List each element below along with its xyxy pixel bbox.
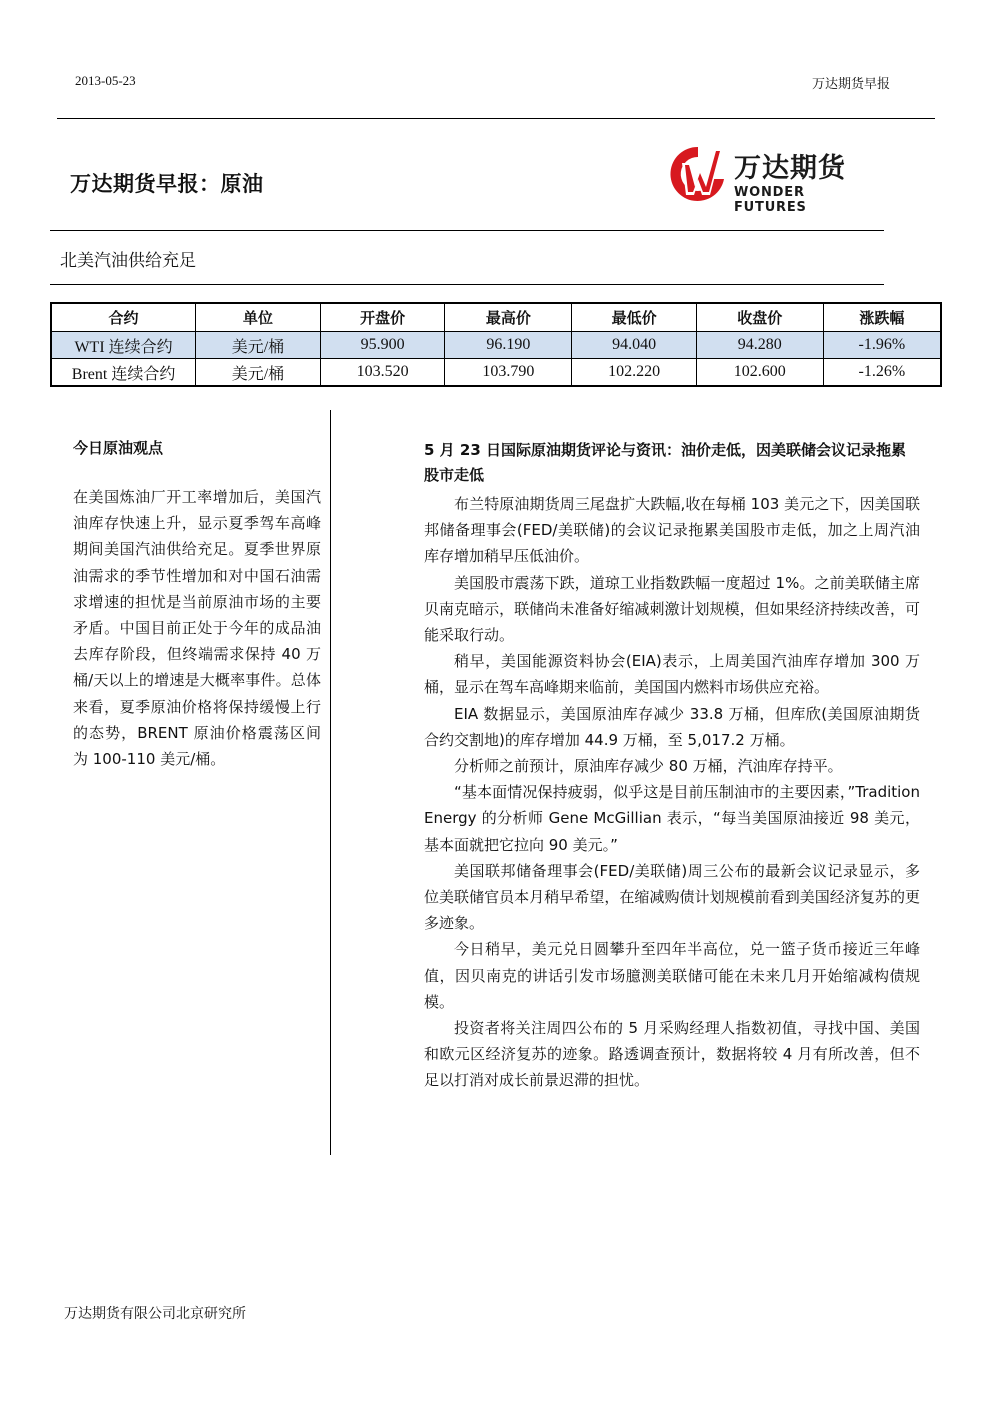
table-header-row (51, 303, 941, 332)
cell-contract: Brent 连续合约 (51, 359, 196, 387)
news-paragraph: 美国股市震荡下跌，道琼工业指数跌幅一度超过 1%。之前美联储主席贝南克暗示，联储尚未准备好缩减刺激计划规模，但如果经济持续改善，可能采取行动。 (424, 573, 920, 645)
subtitle-bottom-rule (50, 284, 884, 285)
cell-unit: 美元/桶 (196, 332, 321, 359)
page-title: 万达期货早报：原油 (70, 172, 264, 196)
cell-open: 103.520 (320, 359, 445, 387)
col-header-change: 涨跌幅 (823, 303, 941, 332)
col-header-close: 收盘价 (696, 303, 823, 332)
cell-close: 102.600 (696, 359, 823, 387)
cell-low: 94.040 (572, 332, 697, 359)
news-paragraph: 今日稍早，美元兑日圆攀升至四年半高位，兑一篮子货币接近三年峰值，因贝南克的讲话引发市场臆测美联储可能在未来几月开始缩减构债规模。 (424, 940, 920, 1011)
cell-close: 94.280 (696, 332, 823, 359)
subtitle-top-rule (50, 230, 884, 231)
quote-table (50, 302, 942, 387)
header-brand: 万达期货早报 (812, 77, 891, 92)
news-paragraph: 投资者将关注周四公布的 5 月采购经理人指数初值，寻找中国、美国和欧元区经济复苏的迹象。路透调查预计，数据将较 4 月有所改善，但不足以打消对成长前景迟滞的担忧。 (424, 1019, 920, 1090)
outlook-heading: 今日原油观点 (73, 439, 164, 457)
cell-change: -1.26% (823, 359, 941, 387)
col-header-unit: 单位 (196, 303, 321, 332)
outlook-body: 在美国炼油厂开工率增加后，美国汽油库存快速上升，显示夏季驾车高峰期间美国汽油供给充足。夏季世界原油需求的季节性增加和对中国石油需求增速的担忧是当前原油市场的主要矛盾。中国目前正处于今年的成品油去库存阶段，但终端需求保持 40 万桶/天以上的增速是大概率事件。总体来看，夏季原油价格将保持缓慢上行的态势，BRENT 原油价格震荡区间为 100-110 美元/桶。 (73, 488, 321, 769)
table-row-brent (51, 359, 941, 387)
news-section (424, 438, 920, 1094)
news-paragraph: “基本面情况保持疲弱，似乎这是目前压制油市的主要因素，”Tradition Energy 的分析师 Gene McGillian 表示，“每当美国原油接近 98 美元，基本面就把它拉向 90 美元。” (424, 783, 920, 854)
cell-unit: 美元/桶 (196, 359, 321, 387)
news-paragraph: 稍早，美国能源资料协会(EIA)表示，上周美国汽油库存增加 300 万桶，显示在驾车高峰期来临前，美国国内燃料市场供应充裕。 (424, 652, 920, 697)
logo-text-cn: 万达期货 (734, 153, 846, 184)
col-header-high: 最高价 (445, 303, 572, 332)
report-date: 2013-05-23 (75, 73, 136, 88)
cell-open: 95.900 (320, 332, 445, 359)
cell-low: 102.220 (572, 359, 697, 387)
column-divider (330, 410, 331, 1155)
cell-high: 103.790 (445, 359, 572, 387)
footer-org: 万达期货有限公司北京研究所 (64, 1306, 246, 1322)
col-header-contract: 合约 (51, 303, 196, 332)
news-paragraph: EIA 数据显示，美国原油库存减少 33.8 万桶，但库欣(美国原油期货合约交割地)的库存增加 44.9 万桶，至 5,017.2 万桶。 (424, 704, 920, 749)
col-header-low: 最低价 (572, 303, 697, 332)
cell-change: -1.96% (823, 332, 941, 359)
news-heading: 5 月 23 日国际原油期货评论与资讯：油价走低，因美联储会议记录拖累股市走低 (424, 441, 906, 484)
news-paragraph: 美国联邦储备理事会(FED/美联储)周三公布的最新会议记录显示，多位美联储官员本月稍早希望，在缩减购债计划规模前看到美国经济复苏的更多迹象。 (424, 861, 920, 933)
outlook-section (73, 437, 321, 772)
cell-high: 96.190 (445, 332, 572, 359)
wonder-futures-logo-icon (668, 143, 728, 205)
report-subtitle: 北美汽油供给充足 (60, 251, 196, 271)
news-paragraph: 分析师之前预计，原油库存减少 80 万桶，汽油库存持平。 (454, 757, 843, 776)
logo-text-en: WONDER FUTURES (734, 185, 807, 215)
cell-contract: WTI 连续合约 (51, 332, 196, 359)
table-row-wti (51, 332, 941, 359)
news-paragraph: 布兰特原油期货周三尾盘扩大跌幅,收在每桶 103 美元之下，因美国联邦储备理事会(FED/美联储)的会议记录拖累美国股市走低，加之上周汽油库存增加稍早压低油价。 (424, 495, 920, 566)
col-header-open: 开盘价 (320, 303, 445, 332)
header-divider (57, 118, 935, 119)
company-logo (668, 143, 878, 215)
